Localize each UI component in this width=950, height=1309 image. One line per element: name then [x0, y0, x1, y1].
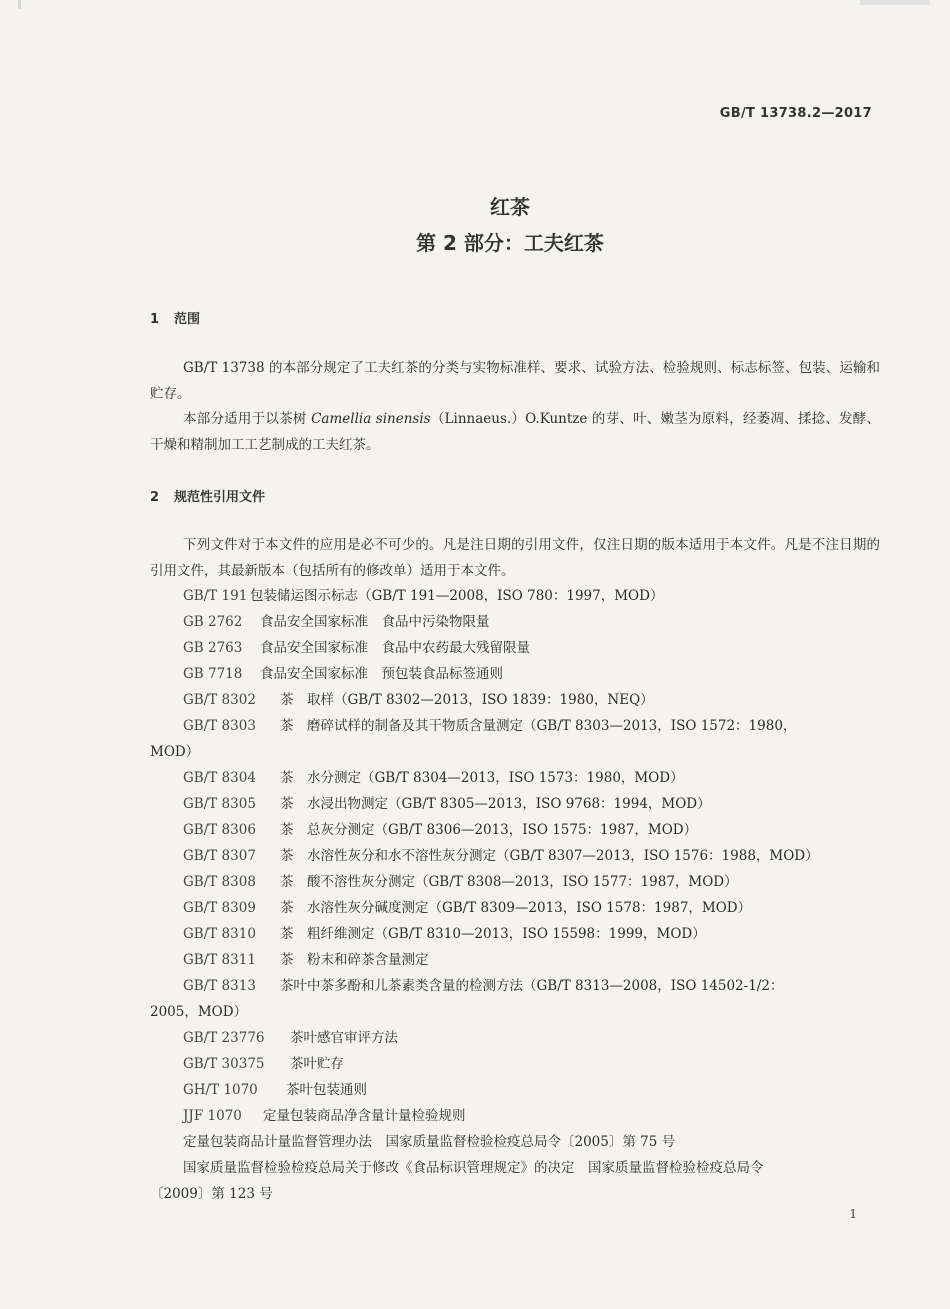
species-name: Camellia sinensis [311, 411, 431, 427]
reference-title: 国家质量监督检验检疫总局关于修改《食品标识管理规定》的决定 国家质量监督检验检疫总局令 [183, 1160, 764, 1176]
reference-code: GB/T 8303 [183, 718, 256, 734]
reference-item [150, 583, 880, 609]
reference-code: GB/T 8313 [183, 978, 256, 994]
reference-code: GB/T 8307 [183, 848, 256, 864]
scan-artifact [860, 0, 930, 5]
reference-item [150, 921, 880, 947]
scope-paragraph-2 [150, 407, 880, 458]
reference-item [150, 1025, 880, 1051]
reference-item [150, 609, 880, 635]
reference-continuation: 2005，MOD） [150, 1004, 248, 1020]
scope-text-before: 本部分适用于以茶树 [183, 411, 312, 427]
reference-title: 茶 粉末和碎茶含量测定 [280, 952, 429, 968]
reference-item [150, 895, 880, 921]
reference-item [150, 1077, 880, 1103]
reference-item [150, 973, 880, 1025]
reference-title: 茶叶包装通则 [286, 1082, 367, 1098]
reference-code: GB/T 8304 [183, 770, 256, 786]
reference-item [150, 947, 880, 973]
reference-title: 茶叶贮存 [290, 1056, 344, 1072]
reference-item [150, 687, 880, 713]
reference-code: GB/T 30375 [183, 1056, 265, 1072]
reference-code: GB/T 8310 [183, 926, 256, 942]
reference-title: 茶 水浸出物测定（GB/T 8305—2013，ISO 9768：1994，MOD） [280, 796, 711, 812]
page-number: 1 [849, 1207, 857, 1221]
reference-code: GB/T 8309 [183, 900, 256, 916]
reference-title: 茶叶感官审评方法 [290, 1030, 398, 1046]
reference-code: GH/T 1070 [183, 1082, 258, 1098]
reference-title: 包装储运图示标志（GB/T 191—2008，ISO 780：1997，MOD） [250, 588, 664, 604]
reference-title: 茶 水溶性灰分碱度测定（GB/T 8309—2013，ISO 1578：1987，MOD） [280, 900, 752, 916]
reference-item [150, 661, 880, 687]
reference-title: 茶 总灰分测定（GB/T 8306—2013，ISO 1575：1987，MOD） [280, 822, 698, 838]
reference-code: GB 2763 [183, 640, 243, 656]
reference-item [150, 1155, 880, 1207]
reference-item [150, 1129, 880, 1155]
section-number: 1 [150, 312, 160, 327]
reference-item [150, 713, 880, 765]
reference-code: GB/T 8311 [183, 952, 256, 968]
reference-title: 食品安全国家标准 预包装食品标签通则 [260, 666, 503, 682]
reference-item [150, 765, 880, 791]
reference-item [150, 1051, 880, 1077]
reference-code: GB/T 23776 [183, 1030, 265, 1046]
section-title: 规范性引用文件 [174, 490, 266, 505]
section-2-heading [150, 486, 265, 505]
reference-code: GB 2762 [183, 614, 243, 630]
reference-title: 茶 粗纤维测定（GB/T 8310—2013，ISO 15598：1999，MOD） [280, 926, 706, 942]
document-subtitle: 第 2 部分：工夫红茶 [416, 231, 604, 255]
reference-code: GB 7718 [183, 666, 243, 682]
reference-code: GB/T 8308 [183, 874, 256, 890]
reference-code: GB/T 191 [183, 588, 248, 604]
reference-title: 茶叶中茶多酚和儿茶素类含量的检测方法（GB/T 8313—2008，ISO 14502-1/2： [280, 978, 784, 994]
reference-title: 食品安全国家标准 食品中农药最大残留限量 [260, 640, 530, 656]
reference-code: GB/T 8302 [183, 692, 256, 708]
document-title: 红茶 [490, 195, 530, 219]
reference-continuation: 〔2009〕第 123 号 [150, 1186, 273, 1202]
reference-title: 茶 水分测定（GB/T 8304—2013，ISO 1573：1980，MOD） [280, 770, 684, 786]
reference-item [150, 869, 880, 895]
reference-title: 茶 水溶性灰分和水不溶性灰分测定（GB/T 8307—2013，ISO 1576：1988，MOD） [280, 848, 819, 864]
reference-title: 定量包装商品净含量计量检验规则 [263, 1108, 466, 1124]
reference-title: 定量包装商品计量监督管理办法 国家质量监督检验检疫总局令〔2005〕第 75 号 [183, 1134, 676, 1150]
reference-code: JJF 1070 [183, 1108, 242, 1124]
reference-item [150, 635, 880, 661]
scope-paragraph-1: GB/T 13738 的本部分规定了工夫红茶的分类与实物标准样、要求、试验方法、检验规则、标志标签、包装、运输和贮存。 [150, 360, 880, 402]
reference-code: GB/T 8305 [183, 796, 256, 812]
references-intro: 下列文件对于本文件的应用是必不可少的。凡是注日期的引用文件，仅注日期的版本适用于本文件。凡是不注日期的引用文件，其最新版本（包括所有的修改单）适用于本文件。 [150, 537, 880, 579]
section-number: 2 [150, 490, 160, 505]
reference-title: 茶 磨碎试样的制备及其干物质含量测定（GB/T 8303—2013，ISO 1572：1980， [280, 718, 797, 734]
scope-text-after: （Linnaeus.）O.Kuntze 的芽、叶、嫩茎为原料，经萎凋、揉捻、发酵、干燥和精制加工工艺制成的工夫红茶。 [150, 411, 881, 453]
reference-item [150, 791, 880, 817]
reference-code: GB/T 8306 [183, 822, 256, 838]
section-1-heading [150, 308, 200, 327]
reference-item [150, 1103, 880, 1129]
section-title: 范围 [174, 312, 201, 327]
standard-code: GB/T 13738.2—2017 [719, 106, 872, 121]
scan-artifact [18, 0, 21, 9]
reference-title: 茶 取样（GB/T 8302—2013，ISO 1839：1980，NEQ） [280, 692, 654, 708]
reference-item [150, 843, 880, 869]
reference-item [150, 817, 880, 843]
reference-title: 茶 酸不溶性灰分测定（GB/T 8308—2013，ISO 1577：1987，MOD） [280, 874, 738, 890]
reference-title: 食品安全国家标准 食品中污染物限量 [260, 614, 490, 630]
reference-continuation: MOD） [150, 744, 200, 760]
